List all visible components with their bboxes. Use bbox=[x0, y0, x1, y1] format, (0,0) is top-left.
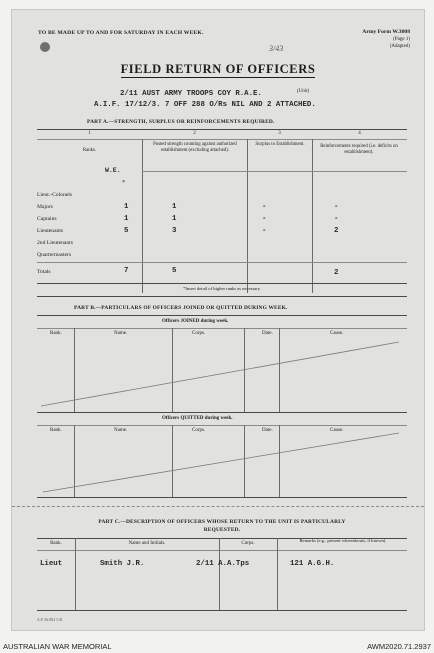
joined-strike-line bbox=[41, 342, 399, 406]
totals-reinforcements: 2 bbox=[334, 269, 339, 277]
joined-col-name: Name. bbox=[114, 331, 128, 336]
part-c-rank-value: Lieut bbox=[40, 560, 63, 568]
star-mark: * bbox=[122, 180, 125, 186]
col-number-2: 2 bbox=[193, 131, 196, 136]
handwritten-reference: 3/43 bbox=[269, 44, 284, 53]
rule bbox=[37, 315, 407, 316]
rank-label: Captains bbox=[37, 216, 57, 222]
rule bbox=[37, 262, 407, 263]
part-c-col-name: Name and Initials. bbox=[128, 541, 166, 546]
reinforcement-value: - bbox=[334, 215, 339, 223]
quitted-col-rank: Rank. bbox=[50, 428, 62, 433]
print-code: A.F. Sh 884 1/41 bbox=[37, 618, 63, 622]
surplus-value: - bbox=[262, 227, 267, 235]
strike-through-lines bbox=[37, 336, 407, 496]
col-number-4: 4 bbox=[358, 131, 361, 136]
footer-institution: AUSTRALIAN WAR MEMORIAL bbox=[3, 642, 112, 651]
col-header-posted: Posted strength counting against authorized establishment (excluding attached). bbox=[153, 142, 237, 153]
posted-value: 3 bbox=[172, 227, 177, 235]
part-c-name-value: Smith J.R. bbox=[100, 560, 145, 568]
col-header-ranks: Ranks. bbox=[82, 148, 97, 153]
posted-value: 1 bbox=[172, 203, 177, 211]
col-header-reinforcements: Reinforcements required (i.e. deficits on establishment). bbox=[320, 144, 398, 155]
col-number-1: 1 bbox=[88, 131, 91, 136]
form-note: (Adapted) bbox=[389, 44, 410, 49]
rank-label: Majors bbox=[37, 204, 53, 210]
joined-col-corps: Corps. bbox=[192, 331, 206, 336]
we-mark: W.E. bbox=[105, 167, 121, 174]
form-page: (Page 1) bbox=[393, 37, 410, 42]
rank-label: Lieut.-Colonels bbox=[37, 192, 72, 198]
page-title: FIELD RETURN OF OFFICERS bbox=[120, 62, 316, 76]
unit-line-1: 2/11 AUST ARMY TROOPS COY R.A.E. bbox=[120, 90, 262, 98]
col-header-surplus: Surplus to Establishment. bbox=[255, 142, 305, 147]
col-divider bbox=[219, 538, 220, 610]
totals-posted: 5 bbox=[172, 267, 177, 275]
part-b-heading: PART B.—PARTICULARS OF OFFICERS JOINED OR QUITTED DURING WEEK. bbox=[74, 305, 288, 311]
form-sheet bbox=[11, 9, 425, 631]
col-number-3: 3 bbox=[278, 131, 281, 136]
posted-value: 1 bbox=[172, 215, 177, 223]
rule bbox=[37, 129, 407, 130]
totals-we: 7 bbox=[124, 267, 129, 275]
rule bbox=[37, 550, 407, 551]
unit-line-2: A.I.F. 17/12/3. 7 OFF 288 O/Rs NIL AND 2 ATTACHED. bbox=[94, 101, 316, 109]
joined-col-rank: Rank. bbox=[50, 331, 62, 336]
surplus-value: - bbox=[262, 203, 267, 211]
rule bbox=[37, 610, 407, 611]
part-c-col-rank: Rank. bbox=[50, 541, 62, 546]
reinforcement-value: - bbox=[334, 203, 339, 211]
quitted-col-cause: Cause. bbox=[330, 428, 344, 433]
surplus-value: - bbox=[262, 215, 267, 223]
unit-label: (Unit) bbox=[297, 89, 310, 94]
part-c-col-remarks: Remarks (e.g., present whereabouts, if known). bbox=[299, 538, 387, 543]
rule bbox=[37, 296, 407, 297]
col-divider bbox=[312, 139, 313, 293]
rule bbox=[37, 328, 407, 329]
we-value: 1 bbox=[124, 215, 129, 223]
part-a-footnote: *Insert detail of higher ranks as necessary. bbox=[183, 286, 261, 291]
col-divider bbox=[142, 139, 143, 293]
col-divider bbox=[277, 538, 278, 610]
we-value: 1 bbox=[124, 203, 129, 211]
rule bbox=[37, 139, 407, 140]
part-c-col-corps: Corps. bbox=[241, 541, 255, 546]
rule bbox=[37, 497, 407, 498]
totals-label: Totals bbox=[37, 269, 51, 275]
joined-title: Officers JOINED during week. bbox=[162, 319, 229, 324]
header-instruction: TO BE MADE UP TO AND FOR SATURDAY IN EACH WEEK. bbox=[38, 30, 204, 36]
col-divider bbox=[247, 139, 248, 293]
part-a-heading: PART A.—STRENGTH, SURPLUS OR REINFORCEMENTS REQUIRED. bbox=[87, 119, 275, 125]
col-divider bbox=[75, 538, 76, 610]
quitted-col-date: Date. bbox=[262, 428, 273, 433]
part-c-remarks-value: 121 A.G.H. bbox=[290, 560, 335, 568]
quitted-title: Officers QUITTED during week. bbox=[162, 416, 233, 421]
perforation bbox=[12, 506, 424, 507]
punch-hole bbox=[40, 42, 50, 52]
form-identifier bbox=[362, 29, 410, 50]
quitted-col-name: Name. bbox=[114, 428, 128, 433]
form-name: Army Form W.3008 bbox=[362, 29, 410, 35]
part-c-corps-value: 2/11 A.A.Tps bbox=[196, 560, 250, 568]
rule bbox=[37, 283, 407, 284]
quitted-col-corps: Corps. bbox=[192, 428, 206, 433]
rank-label: 2nd Lieutenants bbox=[37, 240, 73, 246]
joined-col-cause: Cause. bbox=[330, 331, 344, 336]
rule bbox=[142, 171, 407, 172]
joined-col-date: Date. bbox=[262, 331, 273, 336]
reinforcement-value: 2 bbox=[334, 227, 339, 235]
footer-accession-number: AWM2020.71.2937 bbox=[367, 642, 431, 651]
archive-footer bbox=[0, 640, 434, 653]
rank-label: Lieutenants bbox=[37, 228, 64, 234]
rank-label: Quartermasters bbox=[37, 252, 72, 258]
we-value: 5 bbox=[124, 227, 129, 235]
part-c-heading: PART C.—DESCRIPTION OF OFFICERS WHOSE RETURN TO THE UNIT IS PARTICULARLY REQUESTED. bbox=[98, 519, 346, 533]
quitted-strike-line bbox=[43, 433, 399, 492]
